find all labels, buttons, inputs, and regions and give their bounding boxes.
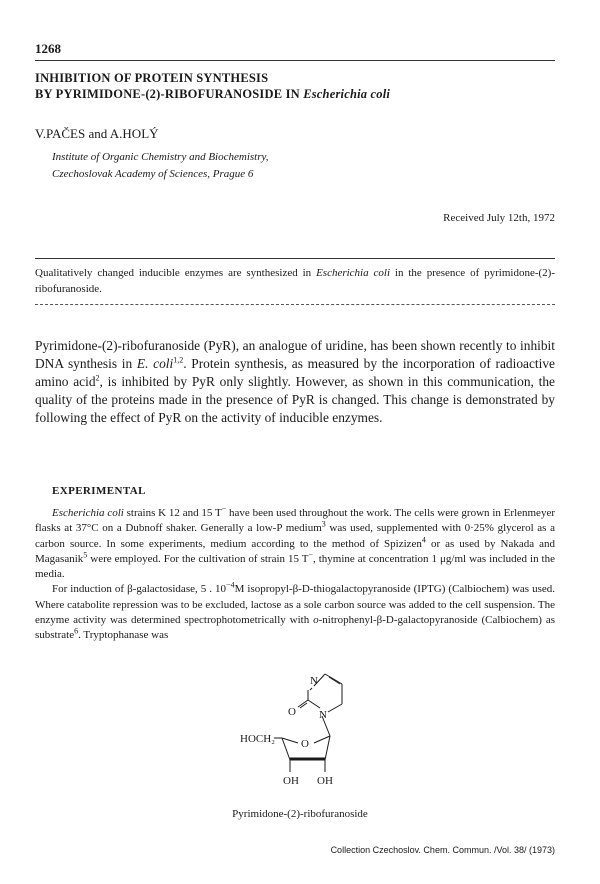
abstract-bottom-rule (35, 304, 555, 305)
exp-text: were employed. For the cultivation of strain 15 T (87, 552, 309, 565)
exp-text: strains K 12 and 15 T (123, 507, 222, 519)
title-line-2-text: BY PYRIMIDONE-(2)-RIBOFURANOSIDE IN (35, 87, 304, 101)
citation-ref: 6 (74, 626, 79, 636)
atom-o: O (288, 706, 296, 718)
structure-bonds (274, 674, 342, 772)
exp-italic: o (313, 614, 319, 627)
abstract-text-1: Qualitatively changed inducible enzymes are synthesized in (35, 267, 317, 279)
title-line-1: INHIBITION OF PROTEIN SYNTHESIS (35, 71, 269, 85)
experimental-paragraph-1 (35, 506, 555, 582)
group-oh: OH (283, 775, 299, 787)
exp-text: or as used by Nakada and Magasanik (35, 537, 555, 565)
exp-text: . Tryptophanase was (78, 629, 169, 642)
intro-species: E. coli (136, 356, 174, 371)
header-rule (35, 60, 555, 61)
introduction-paragraph (35, 337, 555, 427)
atom-n: N (319, 709, 327, 721)
article-title (35, 70, 390, 102)
abstract (35, 265, 555, 297)
atom-o: O (301, 738, 309, 750)
group-hoch2: HOCH₂ (240, 733, 276, 745)
received-date: Received July 12th, 1972 (443, 212, 555, 224)
intro-text-3: , is inhibited by PyR only slightly. However, as shown in this communication, the quality of the proteins made in the presence of PyR is changed. This change is demonstrated by following the effect of PyR on the activity of inducible enzymes. (35, 374, 555, 425)
abstract-text-2: in the presence of pyrimidone-(2)-ribofuranoside. (35, 267, 555, 295)
exp-text: M isopropyl-β-D-thiogalactopyranoside (IPTG) (Calbiochem) was used. Where catabolite repression was to be excluded, lactose as a sole carbon source was added to the cell suspension. The enzyme activity was determined spectrophotometrically with (35, 583, 555, 627)
structure-caption: Pyrimidone-(2)-ribofuranoside (232, 808, 368, 820)
intro-text-1: Pyrimidone-(2)-ribofuranoside (PyR), an analogue of uridine, has been shown recently to inhibit DNA synthesis in (35, 338, 555, 371)
affiliation-line-2: Czechoslovak Academy of Sciences, Prague 6 (52, 168, 254, 180)
superscript: −4 (226, 580, 235, 590)
exp-text: , thymine at concentration 1 μg/ml was included in the media. (35, 552, 555, 581)
exp-species: Escherichia coli (52, 507, 124, 519)
affiliation (52, 149, 269, 183)
page-number: 1268 (35, 41, 61, 56)
citation-ref: 1,2 (173, 355, 184, 365)
citation-ref: 4 (421, 534, 426, 544)
intro-text-2: . Protein synthesis, as measured by the incorporation of radioactive amino acid (35, 356, 555, 389)
exp-text: For induction of β-galactosidase, 5 . 10 (52, 583, 227, 596)
group-oh: OH (317, 775, 333, 787)
affiliation-line-1: Institute of Organic Chemistry and Biochemistry, (52, 151, 269, 163)
superscript: − (221, 504, 227, 514)
chemical-structure (230, 660, 390, 795)
citation-ref: 2 (95, 373, 100, 383)
journal-footer: Collection Czechoslov. Chem. Commun. /Vol. 38/ (1973) (330, 845, 555, 855)
experimental-section (35, 506, 555, 644)
citation-ref: 3 (321, 519, 326, 529)
exp-text: -nitrophenyl-β-D-galactopyranoside (Calbiochem) as substrate (35, 614, 555, 642)
citation-ref: 5 (83, 550, 88, 560)
experimental-paragraph-2 (35, 582, 555, 643)
title-species: Escherichia coli (303, 87, 391, 101)
authors: V.PAČES and A.HOLÝ (35, 126, 159, 141)
superscript: − (308, 550, 314, 560)
section-heading-experimental: EXPERIMENTAL (52, 485, 146, 497)
title-line-2 (35, 86, 390, 102)
abstract-species: Escherichia coli (316, 267, 391, 279)
exp-text: was used, supplemented with 0·25% glycerol as a carbon source. In some experiments, medium according to the method of Spizizen (35, 522, 555, 550)
atom-n: N (310, 675, 318, 687)
exp-text: have been used throughout the work. The cells were grown in Erlenmeyer flasks at 37°C on a Dubnoff shaker. Generally a low-P medium (35, 507, 555, 535)
abstract-top-rule (35, 258, 555, 259)
